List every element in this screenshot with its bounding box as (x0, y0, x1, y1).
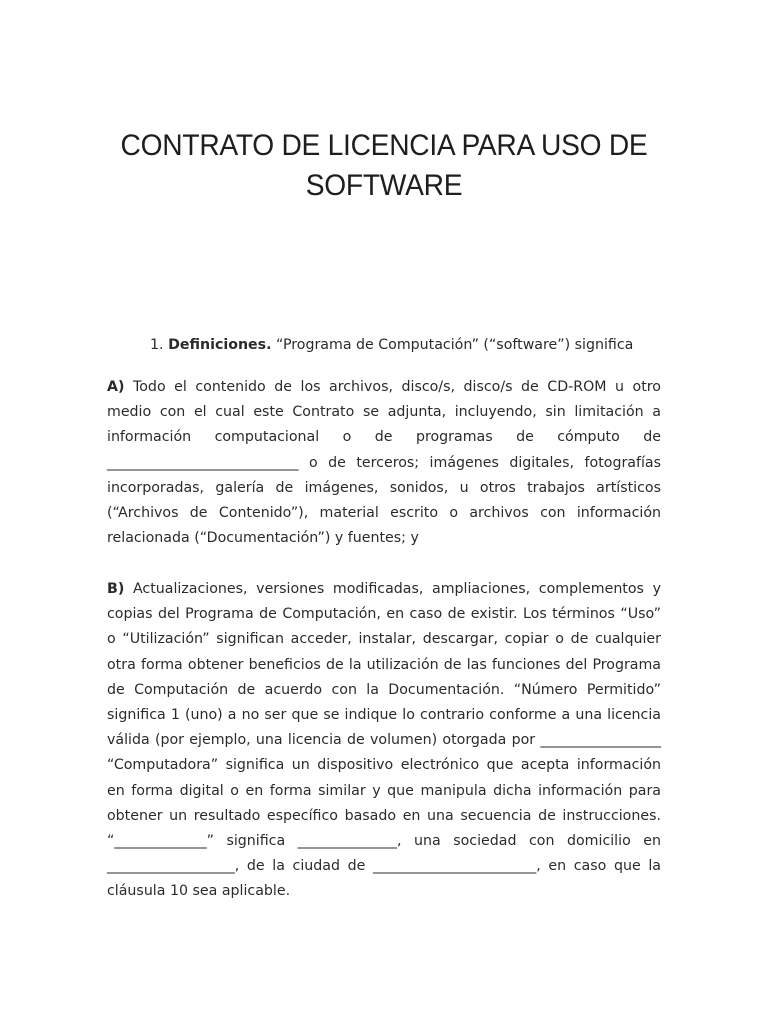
definitions-line (150, 334, 633, 356)
clause-b-label: B) (107, 581, 125, 597)
clause-a-label: A) (107, 379, 125, 395)
definitions-heading: Definiciones. (168, 337, 272, 353)
definitions-number: 1. (150, 337, 164, 353)
clause-b-text: Actualizaciones, versiones modificadas, ampliaciones, complementos y copias del Programa de Computación, en caso de existir. Los términos “Uso” o “Utilización” significan acceder, instalar, descargar, copiar o de cualquier otra forma obtener beneficios de la utilización de las funciones del Programa de Computación de acuerdo con la Documentación. “Número Permitido” significa 1 (uno) a no ser que se indique lo contrario conforme a una licencia válida (por ejemplo, una licencia de volumen) otorgada por _________________ “Computadora” significa un dispositivo electrónico que acepta información en forma digital o en forma similar y que manipula dicha información para obtener un resultado específico basado en una secuencia de instrucciones. “_____________” significa ______________, una sociedad con domicilio en __________________, de la ciudad de _______________________, en caso que la cláusula 10 sea aplicable. (107, 581, 661, 900)
clause-a-paragraph (107, 375, 661, 551)
clause-b-paragraph (107, 577, 661, 905)
definitions-text: “Programa de Computación” (“software”) significa (276, 337, 634, 353)
document-title: CONTRATO DE LICENCIA PARA USO DE SOFTWARE (120, 129, 648, 202)
clause-a-text: Todo el contenido de los archivos, disco/s, disco/s de CD-ROM u otro medio con el cual este Contrato se adjunta, incluyendo, sin limitación a información computacional o de programas de cómputo de ___________________________ o de terceros; imágenes digitales, fotografías incorporadas, galería de imágenes, sonidos, u otros trabajos artísticos (“Archivos de Contenido”), material escrito o archivos con información relacionada (“Documentación”) y fuentes; y (107, 379, 661, 547)
